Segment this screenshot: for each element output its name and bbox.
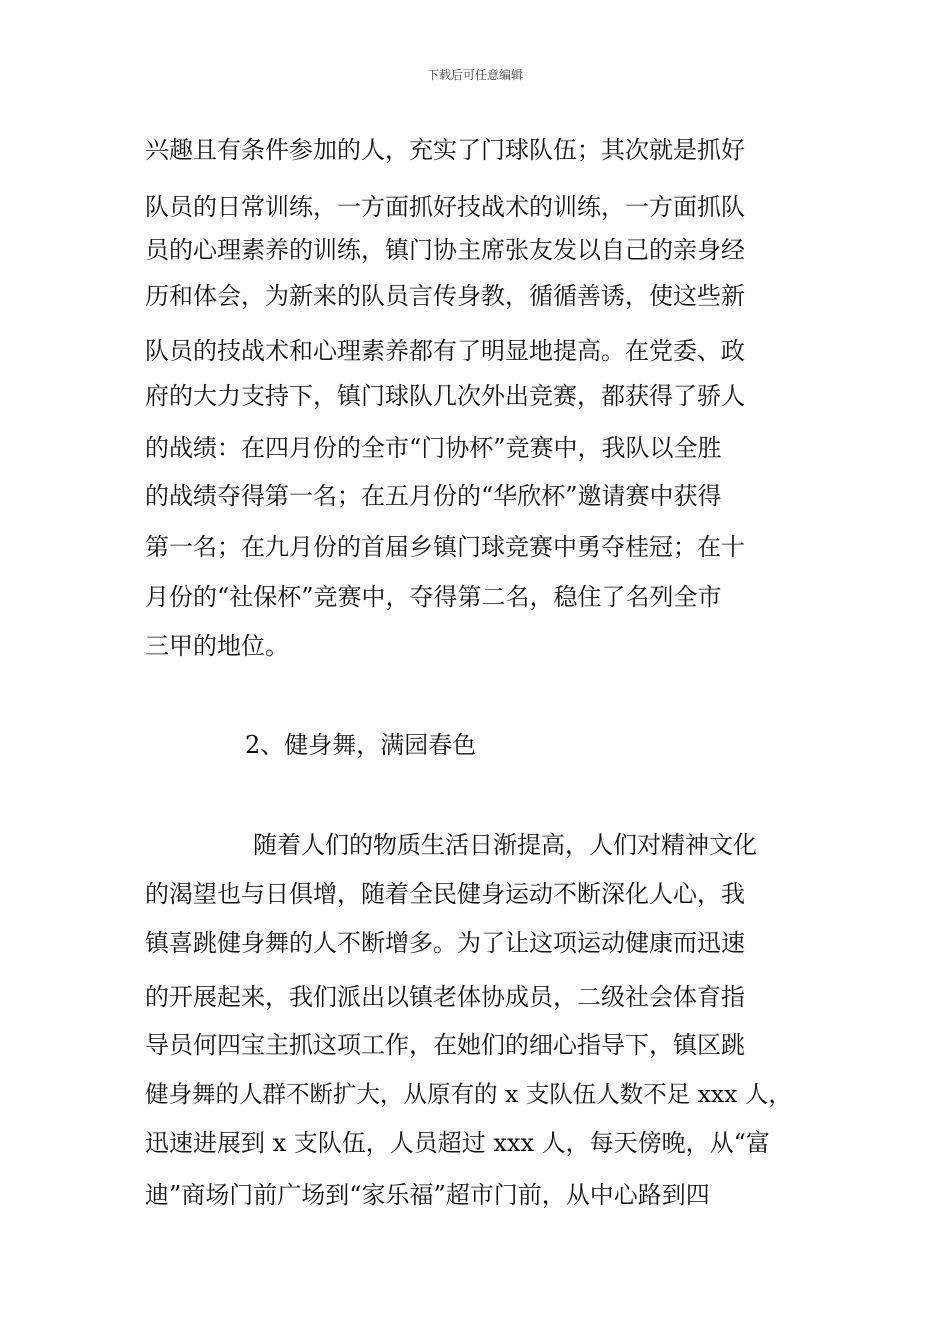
paragraph-2-line-1: 随着人们的物质生活日渐提高，人们对精神文化 [253, 831, 757, 859]
paragraph-1-line-6: 府的大力支持下，镇门球队几次外出竞赛，都获得了骄人 [145, 382, 745, 410]
paragraph-1-line-3: 员的心理素养的训练，镇门协主席张友发以自己的亲身经 [145, 236, 745, 264]
paragraph-2-line-2: 的渴望也与日俱增，随着全民健身运动不断深化人心，我 [145, 880, 745, 908]
paragraph-2-line-6: 健身舞的人群不断扩大，从原有的 x 支队伍人数不足 xxx 人， [145, 1080, 792, 1108]
paragraph-2-line-8: 迪”商场门前广场到“家乐福”超市门前，从中心路到四 [145, 1181, 710, 1209]
paragraph-1-line-5: 队员的技战术和心理素养都有了明显地提高。在党委、政 [145, 337, 745, 365]
paragraph-1-line-4: 历和体会，为新来的队员言传身教，循循善诱，使这些新 [145, 282, 745, 310]
section-2-heading: 2、健身舞，满园春色 [245, 731, 477, 759]
paragraph-1-line-1: 兴趣且有条件参加的人，充实了门球队伍；其次就是抓好 [145, 136, 745, 164]
paragraph-1-line-8: 的战绩夺得第一名；在五月份的“华欣杯”邀请赛中获得 [145, 482, 722, 510]
paragraph-2-line-3: 镇喜跳健身舞的人不断增多。为了让这项运动健康而迅速 [145, 929, 745, 957]
paragraph-1-line-7: 的战绩：在四月份的全市“门协杯”竞赛中，我队以全胜 [145, 434, 722, 462]
paragraph-2-line-7: 迅速进展到 x 支队伍，人员超过 xxx 人，每天傍晚，从“富 [145, 1129, 770, 1157]
paragraph-2-line-5: 导员何四宝主抓这项工作，在她们的细心指导下，镇区跳 [145, 1031, 745, 1059]
paragraph-2-line-4: 的开展起来，我们派出以镇老体协成员，二级社会体育指 [145, 983, 745, 1011]
paragraph-1-line-2: 队员的日常训练，一方面抓好技战术的训练，一方面抓队 [145, 193, 745, 221]
paragraph-1-line-11: 三甲的地位。 [145, 632, 289, 660]
paragraph-1-line-10: 月份的“社保杯”竞赛中，夺得第二名，稳住了名列全市 [145, 583, 722, 611]
paragraph-1-line-9: 第一名；在九月份的首届乡镇门球竞赛中勇夺桂冠；在十 [145, 533, 745, 561]
page-header: 下载后可任意编辑 [426, 68, 523, 82]
